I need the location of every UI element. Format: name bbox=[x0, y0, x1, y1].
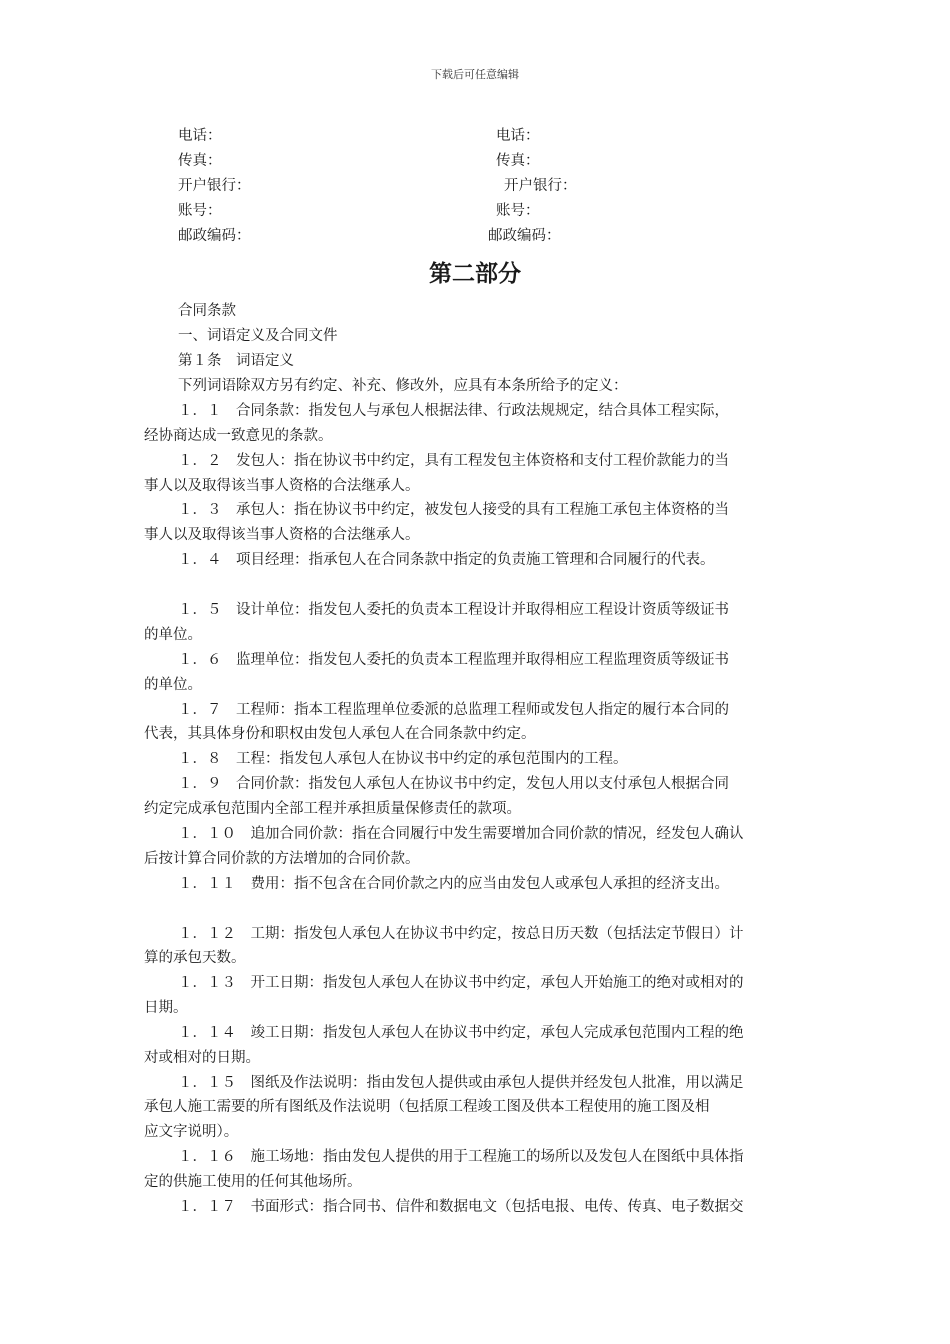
left-postcode-label: 邮政编码： bbox=[178, 228, 251, 244]
body-line: １．１５ 图纸及作法说明：指由发包人提供或由承包人提供并经发包人批准，用以满足 bbox=[178, 1075, 744, 1091]
body-line: １．５ 设计单位：指发包人委托的负责本工程设计并取得相应工程设计资质等级证书 bbox=[178, 602, 729, 618]
body-line: 算的承包天数。 bbox=[144, 950, 246, 966]
left-bank-label: 开户银行： bbox=[178, 178, 251, 194]
right-account-label: 账号： bbox=[496, 203, 540, 219]
body-line: 日期。 bbox=[144, 1000, 188, 1016]
body-line: 经协商达成一致意见的条款。 bbox=[144, 428, 333, 444]
body-line: 的单位。 bbox=[144, 627, 202, 643]
header-note: 下载后可任意编辑 bbox=[431, 68, 519, 81]
body-line: １．４ 项目经理：指承包人在合同条款中指定的负责施工管理和合同履行的代表。 bbox=[178, 552, 715, 568]
body-line: １．１０ 追加合同价款：指在合同履行中发生需要增加合同价款的情况，经发包人确认 bbox=[178, 826, 744, 842]
section-title: 第二部分 bbox=[429, 261, 521, 287]
body-line: 代表，其具体身份和职权由发包人承包人在合同条款中约定。 bbox=[144, 726, 536, 742]
body-line: １．１６ 施工场地：指由发包人提供的用于工程施工的场所以及发包人在图纸中具体指 bbox=[178, 1149, 744, 1165]
body-line: １．２ 发包人：指在协议书中约定，具有工程发包主体资格和支付工程价款能力的当 bbox=[178, 453, 729, 469]
left-phone-label: 电话： bbox=[178, 128, 222, 144]
body-line: 下列词语除双方另有约定、补充、修改外，应具有本条所给予的定义： bbox=[178, 378, 628, 394]
body-line: １．３ 承包人：指在协议书中约定，被发包人接受的具有工程施工承包主体资格的当 bbox=[178, 502, 729, 518]
body-line: 的单位。 bbox=[144, 677, 202, 693]
body-line: １．１２ 工期：指发包人承包人在协议书中约定，按总日历天数（包括法定节假日）计 bbox=[178, 926, 744, 942]
body-line: 事人以及取得该当事人资格的合法继承人。 bbox=[144, 527, 420, 543]
body-line: １．６ 监理单位：指发包人委托的负责本工程监理并取得相应工程监理资质等级证书 bbox=[178, 652, 729, 668]
right-fax-label: 传真： bbox=[496, 153, 540, 169]
body-line: １．１７ 书面形式：指合同书、信件和数据电文（包括电报、电传、传真、电子数据交 bbox=[178, 1199, 744, 1215]
left-account-label: 账号： bbox=[178, 203, 222, 219]
right-bank-label: 开户银行： bbox=[504, 178, 577, 194]
body-line: １．８ 工程：指发包人承包人在协议书中约定的承包范围内的工程。 bbox=[178, 751, 628, 767]
body-line: 约定完成承包范围内全部工程并承担质量保修责任的款项。 bbox=[144, 801, 521, 817]
body-line: １．９ 合同价款：指发包人承包人在协议书中约定，发包人用以支付承包人根据合同 bbox=[178, 776, 729, 792]
body-line: 第１条 词语定义 bbox=[178, 353, 294, 369]
body-line: １．１１ 费用：指不包含在合同价款之内的应当由发包人或承包人承担的经济支出。 bbox=[178, 876, 729, 892]
left-fax-label: 传真： bbox=[178, 153, 222, 169]
body-line: 应文字说明）。 bbox=[144, 1124, 239, 1140]
body-line: １．７ 工程师：指本工程监理单位委派的总监理工程师或发包人指定的履行本合同的 bbox=[178, 702, 729, 718]
body-line: １．１ 合同条款：指发包人与承包人根据法律、行政法规规定，结合具体工程实际， bbox=[178, 403, 729, 419]
body-line: １．１３ 开工日期：指发包人承包人在协议书中约定，承包人开始施工的绝对或相对的 bbox=[178, 975, 744, 991]
body-line: 定的供施工使用的任何其他场所。 bbox=[144, 1174, 362, 1190]
right-postcode-label: 邮政编码： bbox=[488, 228, 561, 244]
body-line: 一、词语定义及合同文件 bbox=[178, 328, 338, 344]
body-line: 对或相对的日期。 bbox=[144, 1050, 260, 1066]
body-line: 事人以及取得该当事人资格的合法继承人。 bbox=[144, 478, 420, 494]
right-phone-label: 电话： bbox=[496, 128, 540, 144]
body-line: 合同条款 bbox=[178, 303, 236, 319]
body-line: 后按计算合同价款的方法增加的合同价款。 bbox=[144, 851, 420, 867]
body-line: 承包人施工需要的所有图纸及作法说明（包括原工程竣工图及供本工程使用的施工图及相 bbox=[144, 1099, 710, 1115]
body-line: １．１４ 竣工日期：指发包人承包人在协议书中约定，承包人完成承包范围内工程的绝 bbox=[178, 1025, 744, 1041]
